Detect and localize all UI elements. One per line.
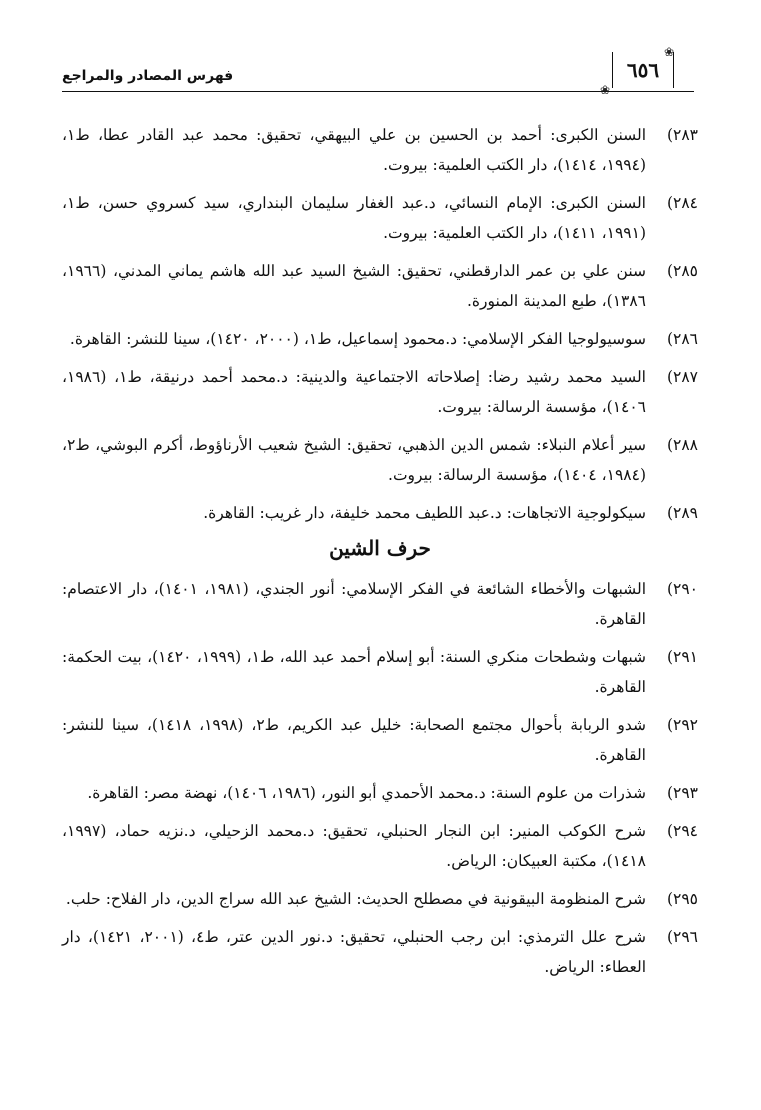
entry-number: ٢٨٩) — [666, 504, 698, 522]
entry-296 — [62, 922, 698, 982]
entry-number: ٢٨٨) — [666, 436, 698, 454]
entry-number: ٢٩٢) — [666, 716, 698, 734]
ornament-bottom-icon: ❀ — [600, 83, 611, 97]
page-number: ٦٥٦ — [626, 58, 660, 82]
entry-286 — [62, 324, 698, 354]
entry-text: السنن الكبرى: أحمد بن الحسين بن علي البيهقي، تحقيق: محمد عبد القادر عطا، ط١، (١٩٩٤، ١٤١٤)، دار الكتب العلمية: بيروت. — [62, 126, 646, 174]
entry-283 — [62, 120, 698, 180]
entry-text: السيد محمد رشيد رضا: إصلاحاته الاجتماعية والدينية: د.محمد أحمد درنيقة، ط١، (١٩٨٦، ١٤٠٦)، مؤسسة الرسالة: بيروت. — [62, 368, 646, 416]
entry-text: سنن علي بن عمر الدارقطني، تحقيق: الشيخ السيد عبد الله هاشم يماني المدني، (١٩٦٦، ١٣٨٦)، طبع المدينة المنورة. — [62, 262, 646, 310]
entry-text: شرح علل الترمذي: ابن رجب الحنبلي، تحقيق: د.نور الدين عتر، ط٤، (٢٠٠١، ١٤٢١)، دار العطاء: الرياض. — [62, 928, 647, 976]
entry-text: سوسيولوجيا الفكر الإسلامي: د.محمود إسماعيل، ط١، (٢٠٠٠، ١٤٢٠)، سينا للنشر: القاهرة. — [69, 330, 646, 348]
entry-288 — [62, 430, 698, 490]
entry-285 — [62, 256, 698, 316]
entry-number: ٢٨٦) — [666, 330, 698, 348]
page-number-box — [612, 52, 674, 88]
entry-289 — [62, 498, 698, 528]
entry-287 — [62, 362, 698, 422]
entry-number: ٢٨٥) — [666, 262, 698, 280]
entry-284 — [62, 188, 698, 248]
entry-number: ٢٩٥) — [666, 890, 698, 908]
entry-number: ٢٨٧) — [666, 368, 698, 386]
entry-text: السنن الكبرى: الإمام النسائي، د.عبد الغفار سليمان البنداري، سيد كسروي حسن، ط١، (١٩٩١، ١٤١١)، دار الكتب العلمية: بيروت. — [62, 194, 646, 242]
entry-text: الشبهات والأخطاء الشائعة في الفكر الإسلامي: أنور الجندي، (١٩٨١، ١٤٠١)، دار الاعتصام: القاهرة. — [62, 580, 647, 628]
ornament-top-icon: ❀ — [664, 45, 675, 59]
entry-number: ٢٩٦) — [666, 928, 698, 946]
bibliography-list — [62, 120, 698, 990]
running-title: فهرس المصادر والمراجع — [62, 68, 234, 84]
entry-291 — [62, 642, 698, 702]
entry-number: ٢٩٤) — [666, 822, 698, 840]
entry-290 — [62, 574, 698, 634]
header-rule — [62, 91, 694, 92]
entry-number: ٢٩٣) — [666, 784, 698, 802]
entry-text: شرح الكوكب المنير: ابن النجار الحنبلي، تحقيق: د.محمد الزحيلي، د.نزيه حماد، (١٩٩٧، ١٤١٨)، مكتبة العبيكان: الرياض. — [62, 822, 646, 870]
entry-text: شرح المنظومة البيقونية في مصطلح الحديث: الشيخ عبد الله سراج الدين، دار الفلاح: حلب. — [65, 890, 646, 908]
entry-number: ٢٨٤) — [666, 194, 698, 212]
entry-text: سير أعلام النبلاء: شمس الدين الذهبي، تحقيق: الشيخ شعيب الأرناؤوط، أكرم البوشي، ط٢، (١٩٨٤، ١٤٠٤)، مؤسسة الرسالة: بيروت. — [62, 436, 646, 484]
entry-number: ٢٨٣) — [666, 126, 698, 144]
entry-number: ٢٩١) — [666, 648, 698, 666]
entry-text: شذرات من علوم السنة: د.محمد الأحمدي أبو النور، (١٩٨٦، ١٤٠٦)، نهضة مصر: القاهرة. — [87, 784, 646, 802]
section-heading: حرف الشين — [329, 536, 431, 560]
entry-text: شدو الربابة بأحوال مجتمع الصحابة: خليل عبد الكريم، ط٢، (١٩٩٨، ١٤١٨)، سينا للنشر: القاهرة. — [62, 716, 646, 764]
entry-number: ٢٩٠) — [666, 580, 698, 598]
entry-text: شبهات وشطحات منكري السنة: أبو إسلام أحمد عبد الله، ط١، (١٩٩٩، ١٤٢٠)، بيت الحكمة: القاهرة. — [62, 648, 647, 696]
entry-292 — [62, 710, 698, 770]
entry-text: سيكولوجية الاتجاهات: د.عبد اللطيف محمد خليفة، دار غريب: القاهرة. — [203, 504, 646, 522]
entry-293 — [62, 778, 698, 808]
entry-295 — [62, 884, 698, 914]
entry-294 — [62, 816, 698, 876]
